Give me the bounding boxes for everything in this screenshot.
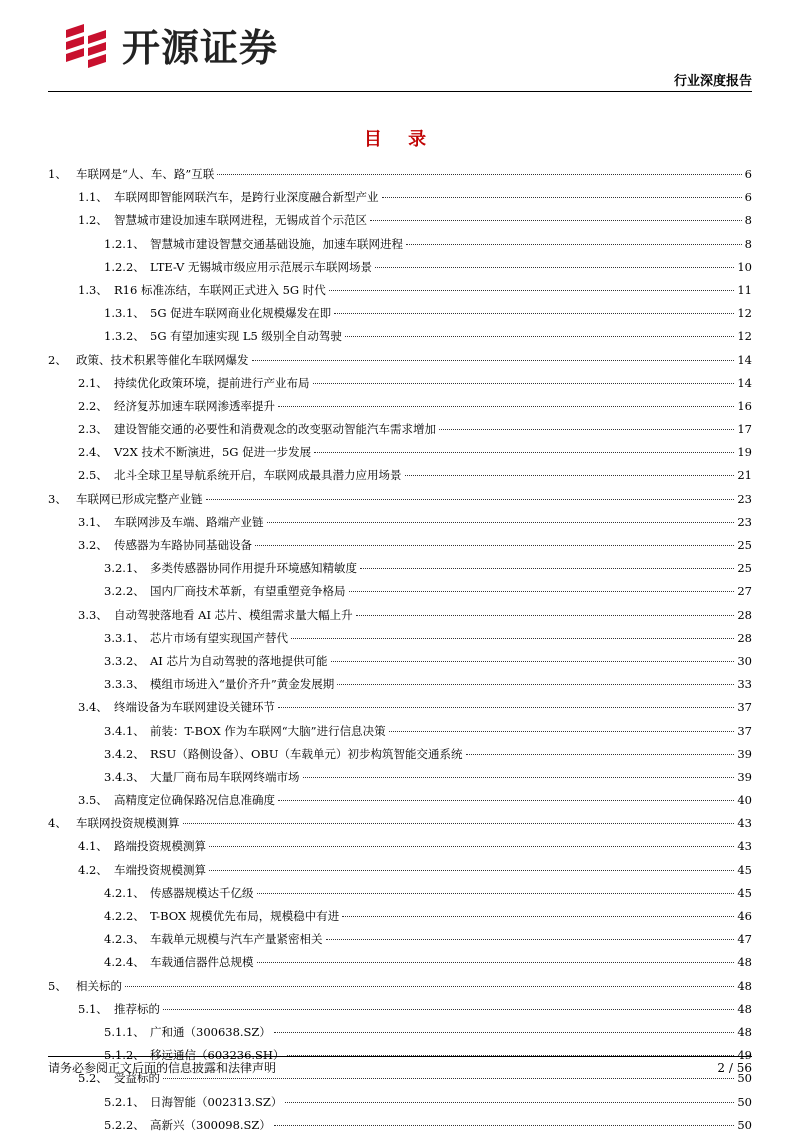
toc-entry[interactable] [48, 998, 752, 1021]
toc-leader-dots [163, 1009, 734, 1010]
toc-entry[interactable] [48, 488, 752, 511]
toc-entry[interactable] [48, 859, 752, 882]
toc-leader-dots [406, 244, 742, 245]
toc-entry[interactable] [48, 279, 752, 302]
toc-leader-dots [382, 197, 742, 198]
toc-entry-number: 1.2.2、 [104, 259, 145, 274]
toc-entry[interactable] [48, 372, 752, 395]
toc-entry-number: 3.3.2、 [104, 653, 145, 668]
toc-entry-title: 车联网投资规模测算 [76, 816, 180, 831]
toc-entry-page: 10 [737, 259, 752, 274]
toc-leader-dots [209, 846, 734, 847]
toc-entry[interactable] [48, 233, 752, 256]
toc-entry-title: 车载通信器件总规模 [150, 955, 254, 970]
toc-leader-dots [209, 870, 734, 871]
toc-entry-title: 政策、技术积累等催化车联网爆发 [76, 352, 249, 367]
toc-entry-page: 14 [737, 352, 752, 367]
toc-entry[interactable] [48, 673, 752, 696]
report-type-label: 行业深度报告 [673, 74, 752, 89]
toc-entry-number: 1.3.1、 [104, 306, 145, 321]
toc-leader-dots [183, 823, 735, 824]
toc-entry[interactable] [48, 928, 752, 951]
page-number: 2 / 56 [717, 1061, 752, 1075]
toc-entry-number: 1.1、 [78, 190, 108, 205]
toc-entry-number: 3.4.2、 [104, 746, 145, 761]
toc-entry[interactable] [48, 557, 752, 580]
toc-entry-page: 8 [744, 213, 752, 228]
toc-leader-dots [257, 962, 735, 963]
toc-entry[interactable] [48, 696, 752, 719]
toc-entry[interactable] [48, 1091, 752, 1114]
toc-entry-page: 27 [737, 584, 752, 599]
toc-entry-title: 车联网涉及车端、路端产业链 [114, 514, 264, 529]
toc-entry-number: 2.5、 [78, 468, 108, 483]
toc-entry-number: 3.2.2、 [104, 584, 145, 599]
toc-leader-dots [163, 1078, 734, 1079]
brand-logo [62, 22, 312, 74]
toc-entry-title: 高新兴（300098.SZ） [150, 1117, 271, 1132]
toc-entry[interactable] [48, 650, 752, 673]
toc-entry-number: 4.2、 [78, 862, 108, 877]
toc-entry-title: 5G 促进车联网商业化规模爆发在即 [150, 306, 332, 321]
toc-entry-number: 3.4.1、 [104, 723, 145, 738]
toc-entry-number: 1.2.1、 [104, 236, 145, 251]
toc-leader-dots [360, 568, 734, 569]
toc-entry[interactable] [48, 349, 752, 372]
toc-title: 目 录 [363, 129, 437, 150]
toc-entry-number: 4.2.4、 [104, 955, 145, 970]
toc-entry-number: 5.1.1、 [104, 1024, 145, 1039]
toc-entry-page: 8 [744, 236, 752, 251]
toc-entry-number: 2、 [48, 352, 67, 367]
toc-leader-dots [278, 707, 734, 708]
toc-entry[interactable] [48, 209, 752, 232]
toc-entry-page: 50 [737, 1071, 752, 1086]
toc-entry-page: 6 [744, 190, 752, 205]
toc-entry[interactable] [48, 1021, 752, 1044]
toc-leader-dots [370, 220, 742, 221]
brand-name: 开源证券 [122, 26, 279, 70]
toc-leader-dots [345, 336, 734, 337]
toc-leader-dots [342, 916, 734, 917]
toc-entry-title: 推荐标的 [114, 1001, 160, 1016]
toc-entry-title: 车联网已形成完整产业链 [76, 491, 203, 506]
toc-entry-page: 39 [737, 769, 752, 784]
toc-entry[interactable] [48, 604, 752, 627]
toc-entry-page: 28 [737, 607, 752, 622]
toc-entry-page: 33 [737, 677, 752, 692]
toc-entry[interactable] [48, 302, 752, 325]
toc-entry[interactable] [48, 418, 752, 441]
table-of-contents [48, 163, 752, 1137]
toc-leader-dots [303, 777, 735, 778]
toc-entry-page: 28 [737, 630, 752, 645]
toc-entry-title: 前装：T-BOX 作为车联网“大脑”进行信息决策 [150, 723, 386, 738]
toc-entry-number: 1.2、 [78, 213, 108, 228]
toc-entry-page: 43 [737, 839, 752, 854]
toc-entry-page: 23 [737, 491, 752, 506]
toc-entry-page: 45 [737, 885, 752, 900]
toc-entry-page: 12 [737, 329, 752, 344]
toc-entry[interactable] [48, 743, 752, 766]
toc-entry-number: 3.3.3、 [104, 677, 145, 692]
toc-entry-page: 48 [737, 1001, 752, 1016]
toc-entry-number: 5、 [48, 978, 67, 993]
toc-entry-title: 广和通（300638.SZ） [150, 1024, 271, 1039]
toc-entry-page: 49 [737, 1048, 752, 1063]
toc-leader-dots [331, 661, 735, 662]
toc-entry-title: 传感器为车路协同基础设备 [114, 538, 252, 552]
toc-entry-page: 48 [737, 1024, 752, 1039]
toc-leader-dots [206, 499, 735, 500]
toc-entry-title: 持续优化政策环境，提前进行产业布局 [114, 375, 310, 390]
toc-entry-page: 14 [737, 375, 752, 390]
toc-entry-title: 智慧城市建设加速车联网进程，无锡成首个示范区 [114, 213, 367, 228]
toc-entry[interactable] [48, 1114, 752, 1137]
toc-entry[interactable] [48, 441, 752, 464]
toc-entry-number: 1、 [48, 167, 67, 181]
toc-leader-dots [257, 893, 735, 894]
toc-entry-title: T-BOX 规模优先布局，规模稳中有进 [150, 909, 340, 923]
toc-entry-page: 37 [737, 700, 752, 715]
toc-entry-title: V2X 技术不断演进，5G 促进一步发展 [114, 445, 312, 460]
toc-leader-dots [255, 545, 734, 546]
toc-entry-title: 多类传感器协同作用提升环境感知精敏度 [150, 561, 357, 576]
toc-leader-dots [329, 290, 735, 291]
toc-entry-number: 1.3、 [78, 282, 108, 297]
toc-entry-page: 12 [737, 306, 752, 321]
toc-entry-title: 经济复苏加速车联网渗透率提升 [114, 398, 275, 413]
toc-entry[interactable] [48, 951, 752, 974]
toc-entry[interactable] [48, 835, 752, 858]
toc-entry-title: RSU（路侧设备）、OBU（车载单元）初步构筑智能交通系统 [150, 746, 463, 761]
toc-leader-dots [252, 360, 735, 361]
toc-entry-number: 3.2、 [78, 538, 108, 552]
toc-entry-number: 5.2.1、 [104, 1094, 145, 1109]
toc-leader-dots [356, 615, 735, 616]
toc-leader-dots [349, 591, 735, 592]
toc-leader-dots [278, 406, 734, 407]
toc-entry-page: 46 [737, 909, 752, 923]
toc-entry-title: 模组市场进入“量价齐升”黄金发展期 [150, 677, 335, 692]
toc-entry[interactable] [48, 186, 752, 209]
toc-entry-page: 40 [737, 793, 752, 808]
toc-entry-page: 45 [737, 862, 752, 877]
toc-entry[interactable] [48, 789, 752, 812]
toc-entry-page: 6 [744, 167, 752, 181]
toc-leader-dots [291, 638, 734, 639]
toc-entry-number: 3.2.1、 [104, 561, 145, 576]
toc-entry-page: 39 [737, 746, 752, 761]
toc-entry-title: 相关标的 [76, 978, 122, 993]
toc-entry-page: 37 [737, 723, 752, 738]
toc-leader-dots [337, 684, 734, 685]
toc-leader-dots [274, 1125, 734, 1126]
toc-entry[interactable] [48, 325, 752, 348]
toc-entry-number: 1.3.2、 [104, 329, 145, 344]
toc-entry[interactable] [48, 627, 752, 650]
toc-entry-title: 国内厂商技术革新，有望重塑竞争格局 [150, 584, 346, 599]
toc-entry-title: 移远通信（603236.SH） [150, 1048, 285, 1063]
toc-entry-title: LTE-V 无锡城市级应用示范展示车联网场景 [150, 259, 372, 274]
toc-entry-number: 3.4.3、 [104, 769, 145, 784]
toc-entry-title: AI 芯片为自动驾驶的落地提供可能 [150, 653, 328, 668]
header-divider [48, 91, 752, 92]
toc-entry-page: 48 [737, 978, 752, 993]
toc-entry-number: 5.1.2、 [104, 1048, 145, 1063]
toc-entry-title: 高精度定位确保路况信息准确度 [114, 793, 275, 808]
toc-entry[interactable] [48, 163, 752, 186]
toc-entry-page: 43 [737, 816, 752, 831]
toc-entry-title: 终端设备为车联网建设关键环节 [114, 700, 275, 715]
footer-divider [48, 1056, 752, 1057]
toc-entry[interactable] [48, 534, 752, 557]
toc-entry-number: 3.1、 [78, 514, 108, 529]
toc-leader-dots [314, 452, 734, 453]
toc-entry-page: 19 [737, 445, 752, 460]
toc-entry-page: 25 [737, 561, 752, 576]
toc-leader-dots [278, 800, 734, 801]
toc-leader-dots [125, 986, 734, 987]
toc-entry-title: 芯片市场有望实现国产替代 [150, 630, 288, 645]
toc-leader-dots [313, 383, 735, 384]
toc-entry-title: 车联网即智能网联汽车，是跨行业深度融合新型产业 [114, 190, 379, 205]
toc-entry[interactable] [48, 464, 752, 487]
toc-entry[interactable] [48, 975, 752, 998]
toc-entry-number: 3.4、 [78, 700, 108, 715]
toc-entry-number: 4.1、 [78, 839, 108, 854]
toc-entry-title: 传感器规模达千亿级 [150, 885, 254, 900]
toc-entry-page: 48 [737, 955, 752, 970]
toc-entry-page: 23 [737, 514, 752, 529]
toc-leader-dots [285, 1102, 734, 1103]
toc-entry-title: 建设智能交通的必要性和消费观念的改变驱动智能汽车需求增加 [114, 422, 436, 437]
toc-entry-number: 2.1、 [78, 375, 108, 390]
toc-leader-dots [466, 754, 735, 755]
toc-leader-dots [267, 522, 735, 523]
toc-entry[interactable] [48, 905, 752, 928]
footer-disclaimer: 请务必参阅正文后面的信息披露和法律声明 [48, 1061, 277, 1075]
toc-entry[interactable] [48, 580, 752, 603]
toc-entry-title: 日海智能（002313.SZ） [150, 1094, 283, 1109]
toc-entry-page: 11 [737, 282, 752, 297]
toc-leader-dots [326, 939, 735, 940]
toc-entry-number: 4、 [48, 816, 67, 831]
toc-entry-title: 路端投资规模测算 [114, 839, 206, 854]
toc-entry[interactable] [48, 766, 752, 789]
toc-entry-page: 25 [737, 538, 752, 552]
toc-entry-title: 智慧城市建设智慧交通基础设施，加速车联网进程 [150, 236, 403, 251]
toc-entry-number: 5.2.2、 [104, 1117, 145, 1132]
toc-leader-dots [439, 429, 734, 430]
toc-entry-title: 车载单元规模与汽车产量紧密相关 [150, 932, 323, 947]
toc-entry-number: 4.2.3、 [104, 932, 145, 947]
toc-entry[interactable] [48, 395, 752, 418]
toc-entry-title: 车端投资规模测算 [114, 862, 206, 877]
toc-entry-page: 30 [737, 653, 752, 668]
toc-entry-page: 47 [737, 932, 752, 947]
page-header [0, 0, 800, 95]
toc-entry-number: 3.3.1、 [104, 630, 145, 645]
toc-leader-dots [334, 313, 734, 314]
toc-entry[interactable] [48, 882, 752, 905]
toc-entry-page: 17 [737, 422, 752, 437]
toc-leader-dots [405, 475, 735, 476]
toc-entry-number: 3.5、 [78, 793, 108, 808]
toc-entry-title: 自动驾驶落地看 AI 芯片、模组需求量大幅上升 [114, 607, 353, 622]
toc-entry-number: 2.2、 [78, 398, 108, 413]
toc-entry-title: 5G 有望加速实现 L5 级别全自动驾驶 [150, 329, 342, 344]
toc-entry-page: 16 [737, 398, 752, 413]
toc-leader-dots [217, 174, 741, 175]
toc-entry[interactable] [48, 256, 752, 279]
toc-leader-dots [389, 731, 735, 732]
toc-entry-title: 车联网是“人、车、路”互联 [76, 167, 215, 181]
toc-entry-number: 4.2.1、 [104, 885, 145, 900]
toc-leader-dots [274, 1032, 734, 1033]
logo-mark-icon [62, 22, 114, 74]
toc-entry-number: 2.3、 [78, 422, 108, 437]
toc-leader-dots [375, 267, 734, 268]
toc-entry-page: 50 [737, 1117, 752, 1132]
toc-entry-number: 3、 [48, 491, 67, 506]
toc-entry-number: 3.3、 [78, 607, 108, 622]
toc-entry-number: 4.2.2、 [104, 909, 145, 923]
toc-entry-page: 21 [737, 468, 752, 483]
toc-entry-page: 50 [737, 1094, 752, 1109]
toc-entry-number: 2.4、 [78, 445, 108, 460]
toc-entry-title: 受益标的 [114, 1071, 160, 1086]
toc-entry-title: 大量厂商布局车联网终端市场 [150, 769, 300, 784]
toc-entry-title: R16 标准冻结，车联网正式进入 5G 时代 [114, 282, 326, 297]
toc-entry[interactable] [48, 812, 752, 835]
toc-entry-number: 5.2、 [78, 1071, 108, 1086]
toc-entry[interactable] [48, 511, 752, 534]
toc-entry-title: 北斗全球卫星导航系统开启，车联网成最具潜力应用场景 [114, 468, 402, 483]
toc-entry-number: 5.1、 [78, 1001, 108, 1016]
toc-entry[interactable] [48, 720, 752, 743]
